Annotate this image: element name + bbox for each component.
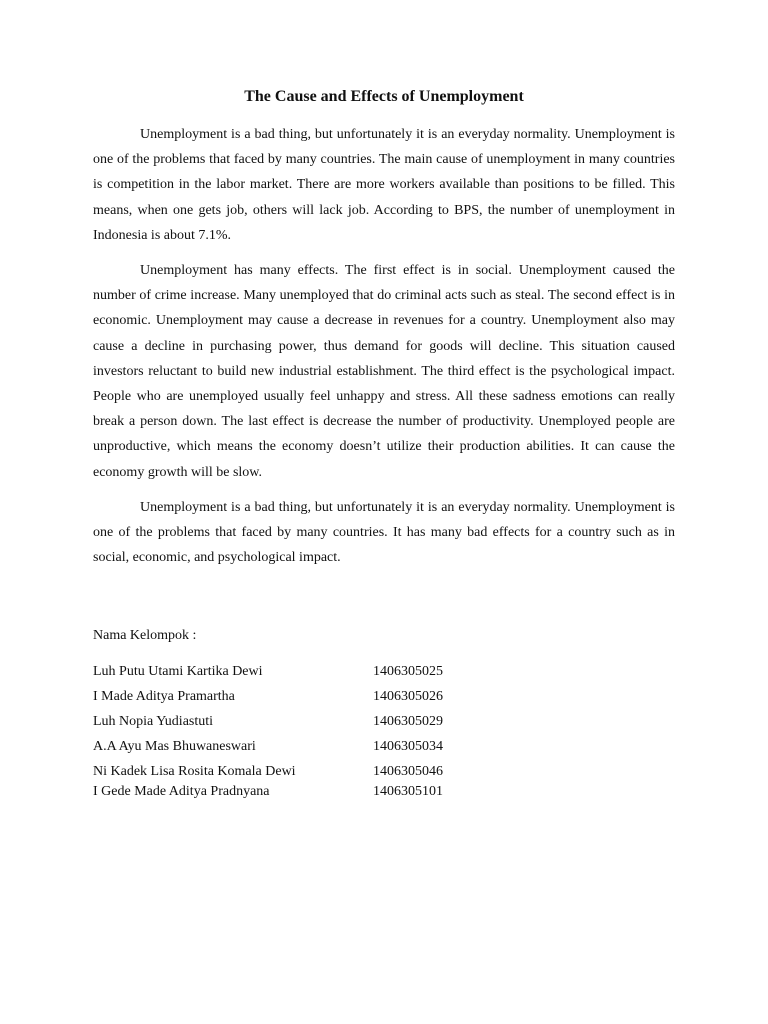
member-row	[93, 782, 675, 807]
document-page	[93, 86, 675, 807]
member-row	[93, 687, 675, 712]
member-list	[93, 662, 675, 807]
member-id: 1406305046	[373, 764, 443, 780]
document-title: The Cause and Effects of Unemployment	[244, 88, 524, 105]
member-id: 1406305101	[373, 784, 443, 800]
member-row	[93, 712, 675, 737]
member-row	[93, 762, 675, 782]
paragraph-conclusion: Unemployment is a bad thing, but unfortunately it is an everyday normality. Unemployment is one of the problems that faced by many countries. It has many bad effects for a country such as in social, economic, and psychological impact.	[93, 499, 675, 566]
member-id: 1406305029	[373, 714, 443, 730]
member-name: I Made Aditya Pramartha	[93, 689, 235, 705]
member-row	[93, 662, 675, 687]
member-row	[93, 737, 675, 762]
member-name: I Gede Made Aditya Pradnyana	[93, 784, 270, 800]
member-id: 1406305025	[373, 664, 443, 680]
group-label: Nama Kelompok :	[93, 628, 197, 644]
member-name: Ni Kadek Lisa Rosita Komala Dewi	[93, 764, 296, 780]
member-name: Luh Putu Utami Kartika Dewi	[93, 664, 263, 680]
member-id: 1406305026	[373, 689, 443, 705]
member-name: A.A Ayu Mas Bhuwaneswari	[93, 739, 256, 755]
member-name: Luh Nopia Yudiastuti	[93, 714, 214, 730]
paragraph-cause: Unemployment is a bad thing, but unfortunately it is an everyday normality. Unemployment is one of the problems that faced by many countries. The main cause of unemployment in many countries is competition in the labor market. There are more workers available than positions to be filled. This means, when one gets job, others will lack job. According to BPS, the number of unemployment in Indonesia is about 7.1%.	[93, 127, 675, 243]
member-id: 1406305034	[373, 739, 443, 755]
paragraph-effects: Unemployment has many effects. The first effect is in social. Unemployment caused the number of crime increase. Many unemployed that do criminal acts such as steal. The second effect is in economic. Unemployment may cause a decrease in revenues for a country. Unemployment also may cause a decline in purchasing power, thus demand for goods will decline. This situation caused investors reluctant to build new industrial establishment. The third effect is the psychological impact. People who are unemployed usually feel unhappy and stress. All these sadness emotions can really break a person down. The last effect is decrease the number of productivity. Unemployed people are unproductive, which means the economy doesn’t utilize their production abilities. It can cause the economy growth will be slow.	[93, 263, 675, 480]
